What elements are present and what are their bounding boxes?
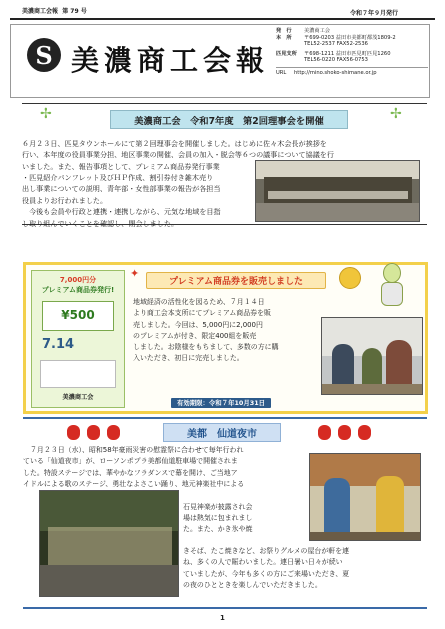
- publisher-block: 発 行 美濃商工会 本 所 〒699-0203 益田市美都町都茂1809-2 TEL52-2537 FAX52-2536 匹見支所 〒698-1211 益田市匹見町匹見1260 TEL56-0220 FAX56-0753 URL http://mino.shoko-shimane.or.jp: [276, 28, 428, 94]
- mascot-icon: [371, 263, 413, 311]
- page-number: 1: [220, 614, 225, 622]
- header-rule: [10, 18, 435, 20]
- dragonfly-icon: ✢: [390, 106, 402, 122]
- meeting-photo: [255, 160, 420, 222]
- stage-performers-photo: [309, 453, 421, 541]
- newsletter-title: 美濃商工会報: [71, 44, 270, 77]
- lantern-row-left: [67, 425, 120, 444]
- night-market-crowd-photo: [39, 490, 179, 597]
- article-premium-voucher: 7,000円分 プレミアム商品券発行! ¥500 7.14 美濃商工会 ✦ プレミアム商品券を販売しました 地域経済の活性化を図るため、７月１４日 より商工会本支所にてプレミアム商品券を販 売しました。今回は、5,000円に2,000円 のプレミアムが付き、限定400組を販売 しました。お陰様をもちまして、多数の方に購 入いただき、初日に完売しました。 有効期限：令和７年10月31日: [23, 262, 428, 414]
- logo-icon: S: [27, 38, 61, 72]
- article-board-meeting: ✢ ✢ 美濃商工会 令和7年度 第2回理事会を開催 ６月２３日、匹見タウンホールにて第２回理事会を開催しました。はじめに佐々木会長が挨拶を 行い、本年度の役員事業分担、地区事業の開催、会員の加入・脱会等６つの議事について協議を行 いました。また、報告事項として、プレミアム商品券発行事業 ・匹見紹介パンフレット及びＨＰ作成、割引券付き雑木売り 出し事業についての説明、青年部・女性部事業の報告が各担当 役員よりお行われました。 今後も会員や行政と連携・連携しながら、元気な地域を目指 し取り組んでいくことを確認し、閉会しました。: [22, 103, 427, 225]
- issue-date: 令和７年９月発行: [350, 10, 399, 17]
- article-night-market: 美都 仙道夜市 ７月２３日（水）、昭和58年豪雨災害の慰霊祭に合わせて毎年行われ ている「仙道夜市」が、ローソンポプラ美都仙道駐車場で開催されま した。特設ステージでは、華やかなフラダンスで幕を開け、ご当地ア イドルによる歌のステージ、勇壮なよさこい踊り、地元神楽社中による 石見神楽が披露され会 場は熱気に包まれまし た。また、かき氷や焼 きそば、たこ焼きなど、お祭りグルメの屋台が軒を連 ね、多くの人で賑わいました。連日暑い日々が続い ていましたが、今年も多くの方にご来場いただき、夏 の夜のひとときを楽しんでいただきました。: [23, 417, 427, 609]
- voucher-sales-photo: [321, 317, 423, 395]
- masthead: [10, 24, 430, 98]
- website-link[interactable]: http://mino.shoko-shimane.or.jp: [294, 69, 377, 76]
- article-title: プレミアム商品券を販売しました: [146, 272, 326, 289]
- validity-badge: 有効期限：令和７年10月31日: [171, 398, 271, 408]
- coin-icon: [339, 267, 361, 289]
- header-org-name: 美濃商工会報 第 79 号: [22, 8, 87, 15]
- voucher-flyer: 7,000円分 プレミアム商品券発行! ¥500 7.14 美濃商工会: [31, 270, 125, 408]
- article-title: 美都 仙道夜市: [163, 423, 281, 442]
- issue-number: 第 79 号: [62, 8, 87, 15]
- sparkle-icon: ✦: [130, 267, 140, 280]
- article-title: 美濃商工会 令和7年度 第2回理事会を開催: [110, 110, 348, 129]
- dragonfly-icon: ✢: [40, 106, 52, 122]
- lantern-row-right: [318, 425, 371, 444]
